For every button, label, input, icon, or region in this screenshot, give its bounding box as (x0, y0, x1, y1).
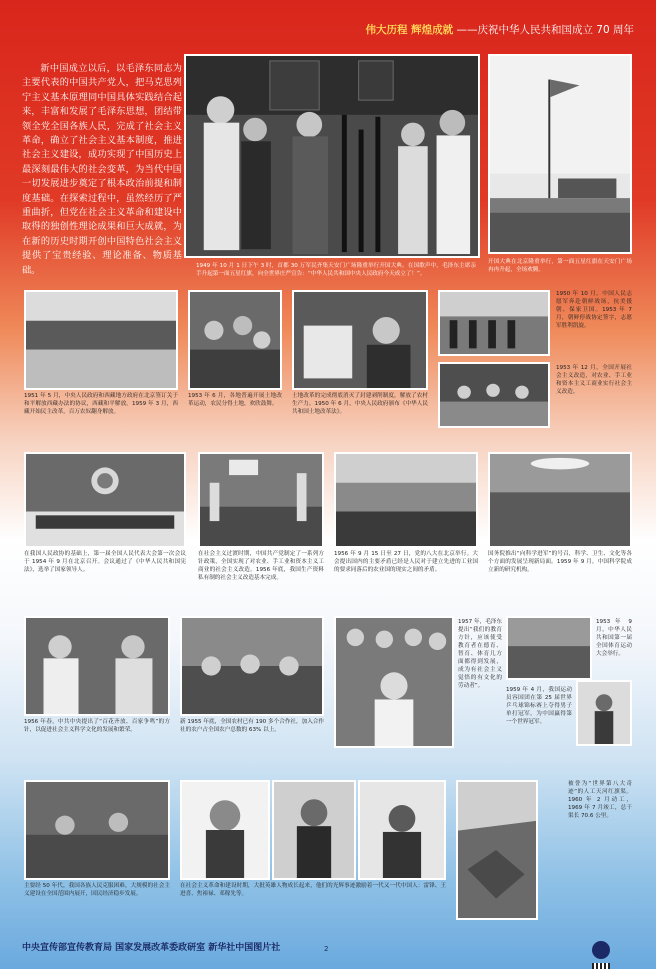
photo-hero-2 (272, 780, 356, 880)
caption-sports-meet: 1953 年 9 月，中华人民共和国第一届全国体育运动大会举行。 (596, 619, 632, 657)
photo-hundred-flowers (24, 616, 170, 716)
caption-table-tennis: 1959 年 4 月，我国运动员容国团在第 25 届世界乒乓球锦标赛上夺得男子单打冠军，为中国赢得第一个世界冠军。 (506, 687, 572, 725)
caption-npc: 在我国人民政协的基础上，第一届全国人民代表大会第一次会议于 1954 年 9 月在北京召开。会议通过了《中华人民共和国宪法》，选举了国家领导人。 (24, 551, 186, 573)
caption-flag-raising: 开国大典在北京隆重举行，第一面五星红旗在天安门广场冉冉升起，全场欢腾。 (488, 259, 632, 273)
intro-text: 新中国成立以后，以毛泽东同志为主要代表的中国共产党人，把马克思列宁主义基本原理同中国具体实践结合起来，丰富和发展了毛泽东思想，团结带领全党全国各族人民，完成了社会主义革命，确立了社会主义基本制度，推进社会主义建设，成功实现了中国历史上最深刻最伟大的社会变革，为当代中国一切发展进步奠定了根本政治前提和制度基础。在探索过程中，虽然经历了严重曲折，但党在社会主义革命和建设中取得的独创性理论成果和巨大成就，为在新的历史时期开创中国特色社会主义提供了宝贵经验、理论准备、物质基础。 (22, 63, 182, 276)
photo-science (488, 452, 632, 548)
photo-founding-ceremony (184, 54, 480, 258)
caption-eighth-congress: 1956 年 9 月 15 日至 27 日，党的八大在北京举行。大会提出国内的主要矛盾已经是人民对于建立先进的工业国的要求同落后的农业国的现实之间的矛盾。 (334, 551, 478, 573)
theme-title: 伟大历程 辉煌成就 (365, 24, 454, 36)
caption-socialist-transform: 1953 年 12 月，全国开展社会主义改造，对农业、手工业和资本主义工商业实行社会主义改造。 (556, 365, 632, 395)
subtitle: ——庆祝中华人民共和国成立 70 周年 (456, 24, 634, 36)
caption-land-reform: 1953 年 6 月，各地普遍开展土地改革运动，农民分得土地，欢欣鼓舞。 (188, 393, 282, 407)
photo-volunteers-1 (438, 290, 550, 356)
publisher-logo (590, 941, 634, 959)
caption-education: 1957 年，毛泽东提出“我们的教育方针，应该使受教育者在德育、智育、体育几方面都得到发展，成为有社会主义觉悟的有文化的劳动者”。 (458, 619, 502, 689)
qr-code-icon (592, 963, 610, 969)
photo-flag-raising (488, 54, 632, 254)
caption-hundred-flowers: 1956 年春，中共中央提出了“百花齐放、百家争鸣”的方针，以促进社会主义科学文化的发展和繁荣。 (24, 719, 170, 733)
photo-npc (24, 452, 186, 548)
caption-science: 国务院推出“向科学进军”的号召，科学、卫生、文化等各个方面的发展呈现新局面。1959 年 9 月，中国科学院成立新的研究机构。 (488, 551, 632, 573)
photo-sports-meet (506, 616, 592, 680)
photo-red-flag-canal (456, 780, 538, 920)
photo-volunteers-2 (438, 362, 550, 428)
caption-transformation: 在社会主义过渡时期，中国共产党制定了一系列方针政策，全国实现了对农业、手工业和资本主义工商业的社会主义改造。1956 年底，我国生产资料私有制的社会主义改造基本完成。 (198, 551, 324, 581)
photo-table-tennis (576, 680, 632, 746)
caption-volunteers: 1950 年 10 月，中国人民志愿军奔赴朝鲜战场，抗美援朝、保家卫国。1953 年 7 月，朝鲜停战协定签字，志愿军胜利凯旋。 (556, 291, 632, 329)
footer-organizations: 中央宣传部宣传教育局 国家发展改革委政研室 新华社中国图片社 (22, 943, 281, 953)
caption-land-law: 土地改革的完成彻底消灭了封建剥削制度，解放了农村生产力。1950 年 6 月，中央人民政府颁布《中华人民共和国土地改革法》。 (292, 393, 428, 415)
photo-construction (24, 780, 170, 880)
photo-education (334, 616, 454, 748)
caption-heroes: 在社会主义革命和建设时期，大批英雄人物成长起来，他们的光辉事迹激励着一代又一代中国人：雷锋、王进喜、焦裕禄、邓稼先等。 (180, 883, 446, 897)
photo-hero-1 (180, 780, 270, 880)
caption-construction: 主要经 50 年代，我国各族人民克服困难，大规模的社会主义建设在全国范围内展开，国民经济稳步发展。 (24, 883, 170, 897)
caption-red-flag-canal: 被誉为“世界第八大奇迹”的人工天河红旗渠。1960 年 2 月动工，1969 年 7 月竣工，总干渠长 70.6 公里。 (568, 781, 632, 819)
photo-eighth-congress (334, 452, 478, 548)
photo-land-reform (188, 290, 282, 390)
photo-transformation (198, 452, 324, 548)
poster-header (365, 22, 634, 37)
caption-founding-ceremony: 1949 年 10 月 1 日下午 3 时，首都 30 万军民齐集天安门广场隆重举行开国大典。在国歌声中，毛泽东主席亲手升起第一面五星红旗，向全世界庄严宣告：“中华人民共和国中央人民政府今天成立了！”。 (196, 263, 476, 277)
caption-cooperatives: 新 1955 年底，全国农村已有 190 多个合作社，加入合作社的农户占全国农户总数的 63% 以上。 (180, 719, 324, 733)
photo-land-law (292, 290, 428, 390)
page-number: 2 (324, 945, 329, 953)
photo-hero-3 (358, 780, 446, 880)
photo-tibet (24, 290, 178, 390)
logo-mark-icon (592, 941, 610, 959)
caption-tibet: 1951 年 5 月，中央人民政府和西藏地方政府在北京签订关于和平解放西藏办法的协议，西藏和平解放。1959 年 3 月，西藏开始民主改革，百万农奴翻身解放。 (24, 393, 178, 415)
photo-cooperatives (180, 616, 324, 716)
